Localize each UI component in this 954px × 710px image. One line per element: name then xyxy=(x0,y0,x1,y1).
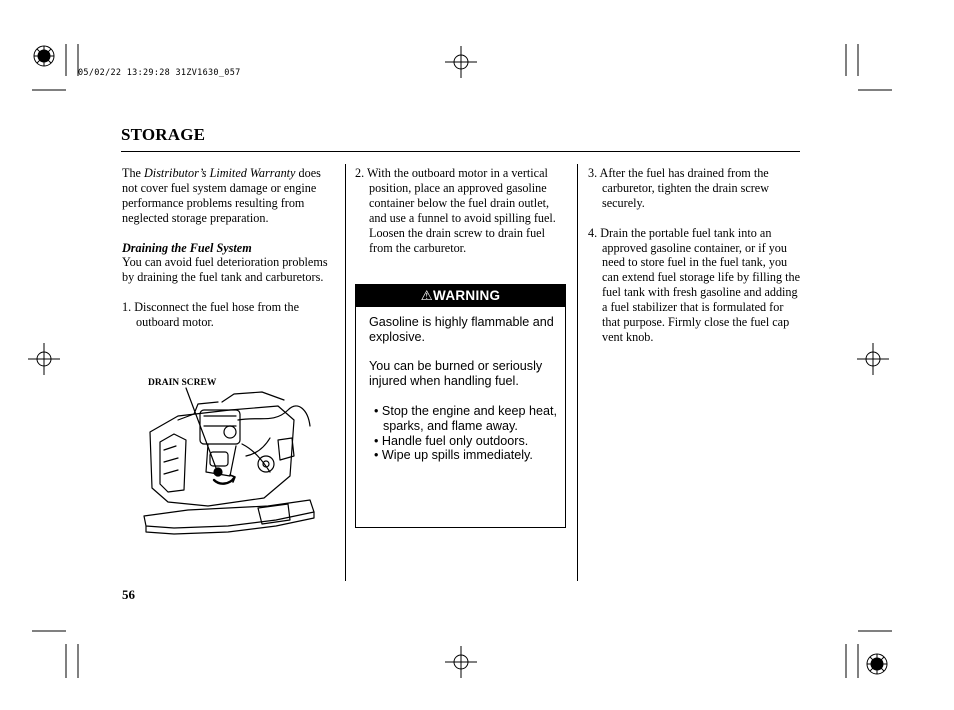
warning-line-2: You can be burned or seriously injured when handling fuel. xyxy=(369,359,543,389)
draining-paragraph: You can avoid fuel deterioration problems by draining the fuel tank and carburetors. xyxy=(122,255,328,285)
warning-line-1: Gasoline is highly flammable and explosive. xyxy=(369,315,554,344)
step-4: 4. Drain the portable fuel tank into an approved gasoline container, or if you need to store fuel in the fuel tank, you can extend fuel storage life by filling the fuel tank with fresh gasoline and adding a fuel stabilizer that is formulated for that purpose. Firmly close the fuel cap vent knob. xyxy=(588,225,800,344)
column-2 xyxy=(355,166,567,255)
starburst-mark-top-left xyxy=(34,46,54,66)
column-1 xyxy=(122,166,334,330)
step-2: 2. With the outboard motor in a vertical position, place an approved gasoline container below the fuel drain outlet, and use a funnel to avoid spilling fuel. Loosen the drain screw to drain fuel from the carburetor. xyxy=(355,166,556,255)
outboard-motor-illustration xyxy=(138,380,318,535)
warning-header xyxy=(356,285,565,307)
title-rule xyxy=(121,151,800,152)
warning-label: WARNING xyxy=(433,288,501,303)
page-title: STORAGE xyxy=(121,125,206,144)
intro-paragraph: The Distributor’s Limited Warranty does not cover fuel system damage or engine performance problems resulting from neglected storage preparation. xyxy=(122,166,321,225)
step-1: 1. Disconnect the fuel hose from the outboard motor. xyxy=(122,300,300,330)
registration-mark-right xyxy=(857,343,889,375)
warning-bullet: • Handle fuel only outdoors. xyxy=(374,433,529,448)
registration-mark-left xyxy=(28,343,60,375)
column-divider-1 xyxy=(345,164,346,581)
warning-box xyxy=(355,284,566,528)
column-divider-2 xyxy=(577,164,578,581)
registration-mark-top xyxy=(445,46,477,78)
warning-triangle-icon: ⚠ xyxy=(420,288,434,303)
subheading-draining: Draining the Fuel System xyxy=(122,240,252,255)
registration-mark-bottom xyxy=(445,646,477,678)
warranty-name: Distributor’s Limited Warranty xyxy=(144,166,296,180)
page-number: 56 xyxy=(122,587,135,602)
print-timestamp: 05/02/22 13:29:28 31ZV1630_057 xyxy=(78,68,241,78)
warning-bullet: • Stop the engine and keep heat, sparks, and flame away. xyxy=(374,403,557,433)
column-3 xyxy=(588,166,802,345)
warning-body xyxy=(369,315,559,463)
starburst-mark-bottom-right xyxy=(867,654,887,674)
warning-bullet: • Wipe up spills immediately. xyxy=(374,448,533,463)
figure-label-drain-screw: DRAIN SCREW xyxy=(148,378,217,388)
step-3: 3. After the fuel has drained from the carburetor, tighten the drain screw securely. xyxy=(588,166,770,210)
